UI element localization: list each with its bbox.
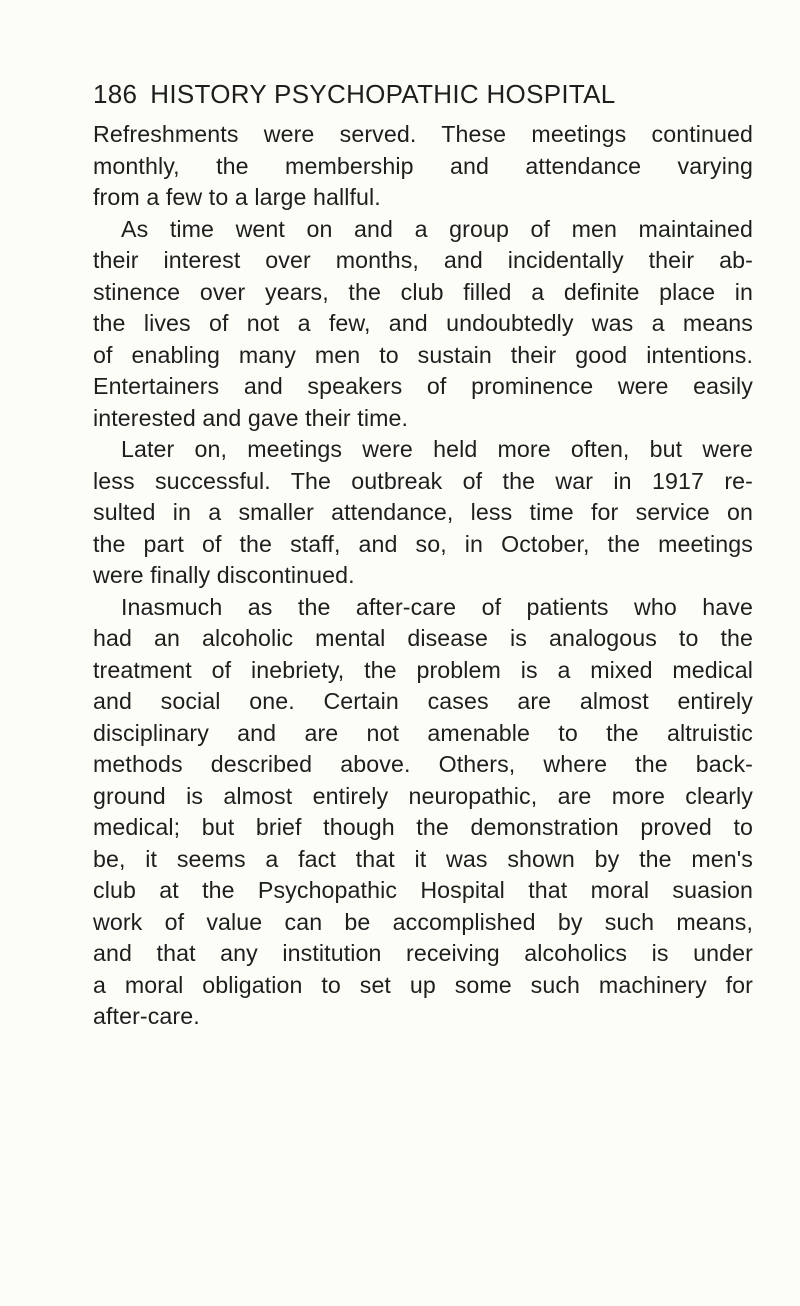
running-title: HISTORY PSYCHOPATHIC HOSPITAL bbox=[150, 79, 616, 109]
text-line: work of value can be accomplished by such means, bbox=[93, 908, 753, 935]
text-line: disciplinary and are not amenable to the altruistic bbox=[93, 719, 753, 746]
text-line: monthly, the membership and attendance varying bbox=[93, 152, 753, 179]
page-number: 186 bbox=[93, 79, 138, 109]
text-line: after-care. bbox=[93, 1003, 200, 1029]
text-line: As time went on and a group of men maintained bbox=[121, 215, 753, 242]
text-line: Refreshments were served. These meetings continued bbox=[93, 121, 753, 147]
text-line: and that any institution receiving alcoholics is under bbox=[93, 940, 753, 966]
text-line: from a few to a large hallful. bbox=[93, 184, 381, 210]
text-line: club at the Psychopathic Hospital that moral suasion bbox=[93, 877, 753, 903]
text-line: sulted in a smaller attendance, less time for service on bbox=[93, 499, 753, 525]
body-text bbox=[93, 119, 753, 1033]
text-line: the part of the staff, and so, in October, the meetings bbox=[93, 530, 753, 557]
text-line: were finally discontinued. bbox=[93, 562, 355, 588]
text-line: methods described above. Others, where the back- bbox=[93, 751, 753, 777]
text-line: the lives of not a few, and undoubtedly was a means bbox=[93, 310, 753, 336]
text-line: stinence over years, the club filled a definite place in bbox=[93, 278, 753, 305]
book-page bbox=[93, 72, 753, 1033]
text-line: ground is almost entirely neuropathic, are more clearly bbox=[93, 782, 753, 809]
text-line: Later on, meetings were held more often, but were bbox=[121, 436, 753, 462]
text-line: Entertainers and speakers of prominence were easily bbox=[93, 373, 753, 399]
text-line: interested and gave their time. bbox=[93, 404, 409, 431]
text-line: be, it seems a fact that it was shown by the men's bbox=[93, 845, 753, 872]
text-line: and social one. Certain cases are almost entirely bbox=[93, 688, 753, 714]
text-line: a moral obligation to set up some such machinery for bbox=[93, 971, 753, 998]
text-line: Inasmuch as the after-care of patients who have bbox=[121, 593, 753, 620]
text-line: had an alcoholic mental disease is analogous to the bbox=[93, 625, 753, 651]
running-head bbox=[93, 72, 753, 116]
text-line: medical; but brief though the demonstration proved to bbox=[93, 814, 753, 840]
text-line: of enabling many men to sustain their good intentions. bbox=[93, 341, 753, 368]
text-line: treatment of inebriety, the problem is a mixed medical bbox=[93, 656, 753, 683]
text-line: less successful. The outbreak of the war in 1917 re- bbox=[93, 467, 753, 494]
text-line: their interest over months, and incidentally their ab- bbox=[93, 247, 753, 273]
